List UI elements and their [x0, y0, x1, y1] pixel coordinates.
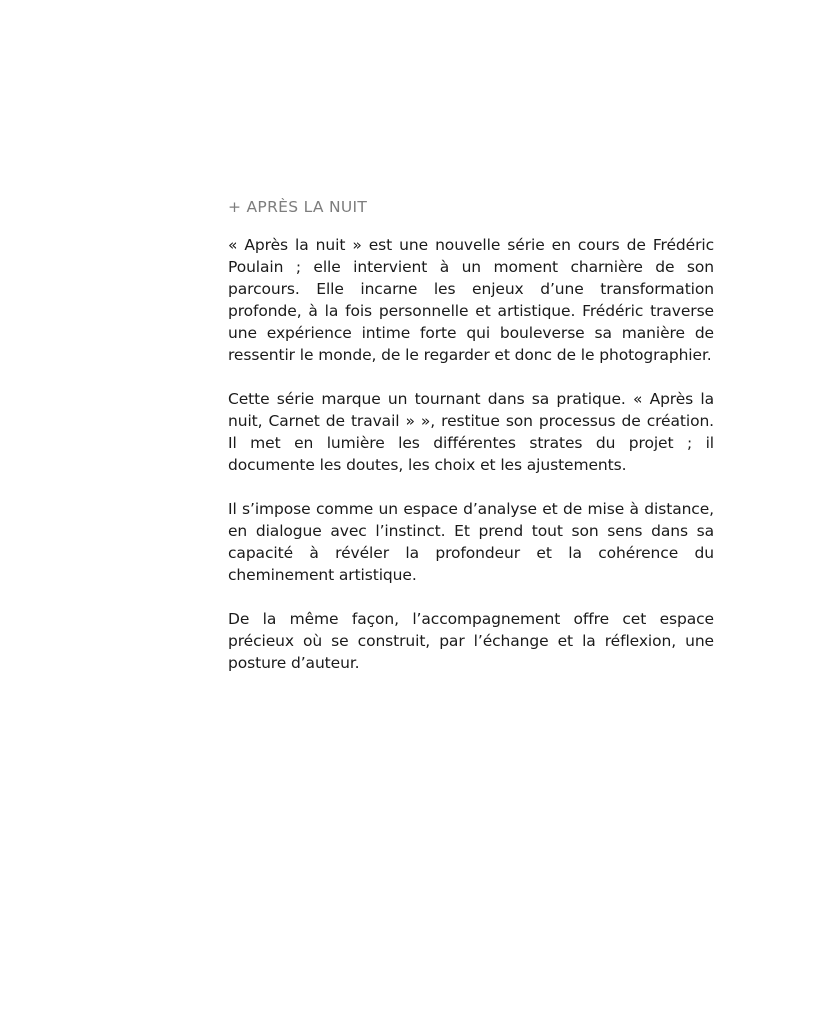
paragraph-1: « Après la nuit » est une nouvelle série en cours de Frédéric Poulain ; elle intervient à un moment charnière de son parcours. Elle incarne les enjeux d’une transformation profonde, à la fois personnelle et artistique. Frédéric traverse une expérience intime forte qui bouleverse sa manière de ressentir le monde, de le regarder et donc de le photographier.	[228, 236, 714, 364]
paragraph-2: Cette série marque un tournant dans sa pratique. « Après la nuit, Carnet de travail » », restitue son processus de création. Il met en lumière les différentes strates du projet ; il documente les doutes, les choix et les ajustements.	[228, 390, 714, 474]
section-heading: + APRÈS LA NUIT	[228, 198, 368, 216]
text-block	[228, 196, 714, 674]
paragraph-3: Il s’impose comme un espace d’analyse et de mise à distance, en dialogue avec l’instinct. Et prend tout son sens dans sa capacité à révéler la profondeur et la cohérence du cheminement artistique.	[228, 500, 714, 584]
paragraph-4: De la même façon, l’accompagnement offre cet espace précieux où se construit, par l’échange et la réflexion, une posture d’auteur.	[228, 610, 714, 672]
